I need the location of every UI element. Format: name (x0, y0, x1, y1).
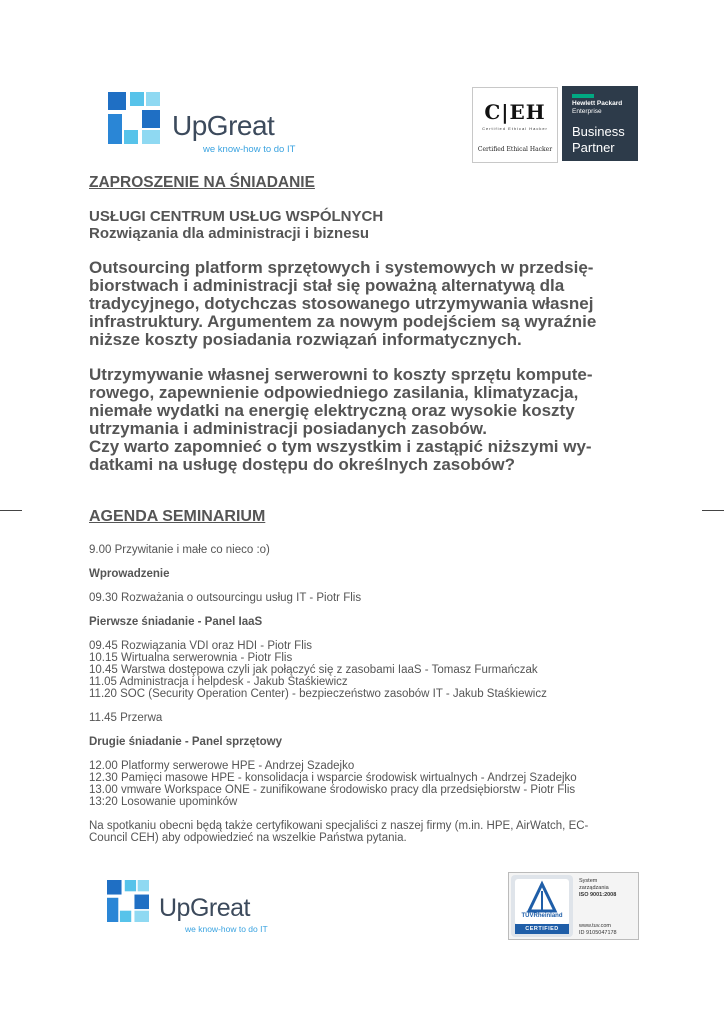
paragraph-line: niemałe wydatki na energię elektryczną oraz wysokie koszty (89, 401, 575, 420)
paragraph-line: rowego, zapewnienie odpowiedniego zasilania, klimatyzacja, (89, 383, 579, 402)
paragraph-line: tradycyjnego, dotychczas stosowanego utrzymywania własnej (89, 294, 594, 313)
agenda-section-panel-iaas: Pierwsze śniadanie - Panel IaaS (89, 616, 263, 628)
agenda-item: 12.30 Pamięci masowe HPE - konsolidacja i wsparcie środowisk wirtualnych - Andrzej Szadejko (89, 772, 577, 784)
agenda-item: 10.45 Warstwa dostępowa czyli jak połączyć się z zasobami IaaS - Tomasz Furmańczak (89, 664, 538, 676)
agenda-welcome: 9.00 Przywitanie i małe co nieco :o) (89, 544, 270, 556)
paragraph-line: biorstwach i administracji stał się poważną alternatywą dla (89, 276, 565, 295)
ceh-certification-badge (472, 87, 558, 163)
logo-brand-text: UpGreat (159, 894, 250, 922)
ceh-badge-title: C|EH (484, 100, 546, 124)
agenda-item: 13.00 vmware Workspace ONE - zunifikowane środowisko pracy dla przedsiębiorstw - Piotr Flis (89, 784, 576, 796)
ceh-badge-subtitle: Certified Ethical Hacker (482, 126, 548, 131)
paragraph-line: datkami na usługę dostępu do określnych zasobów? (89, 455, 516, 474)
paragraph-line: Czy warto zapomnieć o tym wszystkim i zastąpić niższymi wy- (89, 437, 592, 456)
paragraph-line: niższe koszty posiadania rozwiązań informatycznych. (89, 330, 522, 349)
ceh-badge-caption: Certified Ethical Hacker (477, 146, 553, 153)
upgreat-logo-icon (107, 880, 149, 922)
agenda-list (89, 544, 637, 844)
agenda-section-intro: Wprowadzenie (89, 568, 170, 580)
crop-mark-left (0, 510, 22, 511)
tuv-seal-inner (515, 879, 569, 925)
hpe-badge-line2: Enterprise (572, 108, 602, 115)
agenda-item: 12.00 Platformy serwerowe HPE - Andrzej Szadejko (89, 760, 355, 772)
intro-paragraph-1 (89, 259, 637, 349)
hpe-partner-badge (562, 86, 638, 161)
paragraph-line: utrzymania i administracji posiadanych zasobów. (89, 419, 488, 438)
tuv-certified-label: CERTIFIED (515, 924, 569, 934)
hpe-element-icon (572, 94, 594, 98)
tuv-brand: TÜVRheinland (521, 913, 563, 919)
agenda-section-panel-hardware: Drugie śniadanie - Panel sprzętowy (89, 736, 282, 748)
tuv-system-line: zarządzania (579, 885, 609, 891)
service-title: USŁUGI CENTRUM USŁUG WSPÓLNYCH (89, 208, 384, 225)
agenda-item: 09.30 Rozważania o outsourcingu usług IT - Piotr Flis (89, 592, 362, 604)
hpe-badge-line1: Hewlett Packard (572, 100, 623, 107)
service-subtitle: Rozwiązania dla administracji i biznesu (89, 225, 370, 242)
header-logo (108, 92, 308, 154)
tuv-seal (511, 875, 573, 937)
upgreat-logo-icon (108, 92, 160, 144)
hpe-badge-line3: Business (572, 124, 625, 139)
invitation-heading: ZAPROSZENIE NA ŚNIADANIE (89, 174, 315, 191)
agenda-item: 11.05 Administracja i helpdesk - Jakub Staśkiewicz (89, 676, 348, 688)
logo-tagline: we know-how to do IT (203, 144, 296, 155)
paragraph-line: infrastruktury. Argumentem za nowym podejściem są wyraźnie (89, 312, 597, 331)
agenda-heading: AGENDA SEMINARIUM (89, 508, 266, 525)
tuv-id: ID 9105047178 (579, 930, 617, 936)
intro-paragraph-2 (89, 366, 637, 474)
paragraph-line: Outsourcing platform sprzętowych i systemowych w przedsię- (89, 258, 594, 277)
agenda-item: 10.15 Wirtualna serwerownia - Piotr Flis (89, 652, 293, 664)
agenda-break: 11.45 Przerwa (89, 712, 163, 724)
tuv-certification-badge (508, 872, 639, 940)
agenda-item: 13:20 Losowanie upominków (89, 796, 238, 808)
closing-note-line: Na spotkaniu obecni będą także certyfikowani specjaliści z naszej firmy (m.in. HPE, AirWatch, EC- (89, 820, 589, 832)
closing-note-line: Council CEH) aby odpowiedzieć na wszelkie Państwa pytania. (89, 832, 407, 844)
hpe-badge-line4: Partner (572, 140, 615, 155)
logo-tagline: we know-how to do IT (185, 924, 268, 934)
invitation-content (89, 174, 637, 844)
paragraph-line: Utrzymywanie własnej serwerowni to koszty sprzętu kompute- (89, 365, 593, 384)
agenda-item: 09.45 Rozwiązania VDI oraz HDI - Piotr Flis (89, 640, 313, 652)
tuv-system-line: ISO 9001:2008 (579, 892, 617, 898)
agenda-item: 11.20 SOC (Security Operation Center) - bezpieczeństwo zasobów IT - Jakub Staśkiewicz (89, 688, 547, 700)
footer-logo (107, 880, 287, 936)
tuv-website: www.tuv.com (579, 923, 611, 929)
logo-brand-text: UpGreat (172, 110, 275, 141)
crop-mark-right (702, 510, 724, 511)
tuv-system-line: System (579, 878, 598, 884)
